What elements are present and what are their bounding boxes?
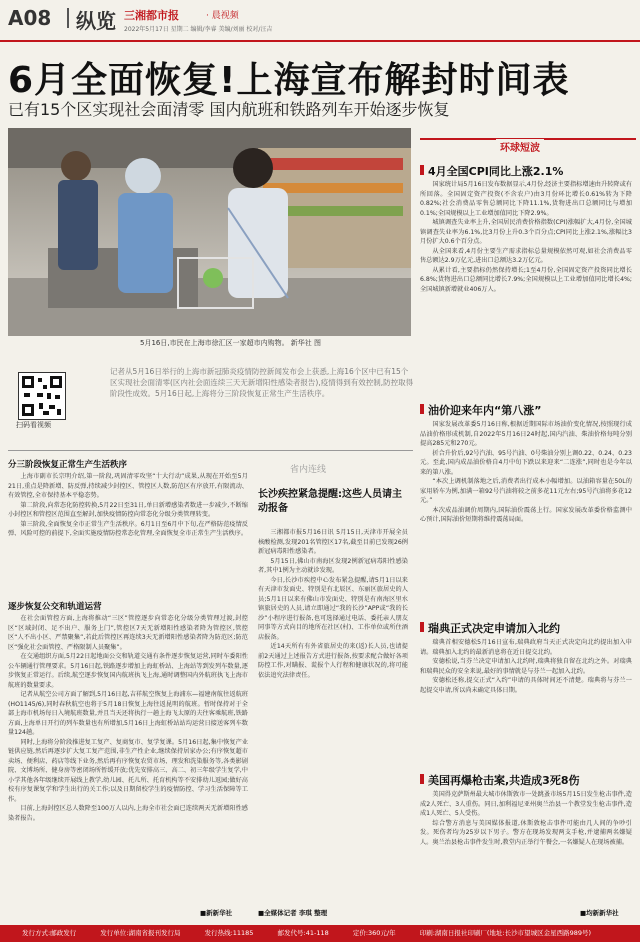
paragraph: 目前,上海封控区总人数降至100万人以内,上海全市社会面已连续两天无新增阳性感染者报告。: [8, 805, 248, 822]
paragraph: 折合升价后,92号汽油、95号汽油、0号柴油分别上调0.22、0.24、0.23元。至此,国内成品油价格自4月中旬下跌以来迎来“二连涨”,同时也是今年以来的第八涨。: [420, 449, 632, 476]
qr-label: 扫码看视频: [16, 421, 51, 429]
article-lead: 记者从5月16日举行的上海市新冠肺炎疫情防控新闻发布会上获悉,上海16个区中已有15个区实现社会面清零(区内社会面连续三天无新增阳性感染者报告),疫情得到有效控制,防控取得阶段性成效。5月16日起,上海将分三阶段恢复正常生产生活秩序。: [110, 367, 414, 398]
paragraph: 今日,长沙市疾控中心发布紧急提醒,请5月1日以来有天津市发面史、特别是有北辰区、东丽区旅居史的人员;5月1日以来有佛山市发面史、特别是有南海区里水镇旅居史的人员,请立即通过“我的长沙”APP或“我的长沙”小程序进行报备,也可选择通过电话、委托亲人朋友同事等方式向目的地所在社区(村)、工作单位或所住酒店报备。: [258, 576, 408, 641]
banner-title: 环球短波: [496, 139, 544, 154]
paragraph: 近14天所有有外省旅居史的来(返)长人员,也请提前2天通过上述报告方式进行报备,按要求配合做好各项防控工作,对瞒报、谎报个人行程和健康状况的,将可能依法追究法律责任。: [258, 643, 408, 679]
paragraph: 三湘都市报5月16日讯 5月15日,天津市开展全员核酸检测,发现201名管控区17名,截至目前已发现26例新冠病毒阳性感染者。: [258, 529, 408, 555]
byline: ■全媒体记者 李琪 整理: [258, 909, 328, 917]
news-body-2: [420, 420, 632, 615]
paragraph: 上海市副市长宗明介绍,第一阶段,巩固清零攻坚“十大行动”成果,从现在开始至5月21日,重点是降新增、防反弹,持续减少封控区、管控区人数,防范区有序放开,有限流动、有效管控,全市保持基本平稳态势。: [8, 473, 248, 499]
heading-marker: [420, 404, 424, 414]
news-photo: [8, 128, 411, 336]
paragraph: 瑞典首相安德松5月16日宣布,瑞典政府当天正式决定向北约提出加入申请。瑞典加入北约的最新消息将在近日提交北约。: [420, 639, 632, 656]
newspaper-title: 三湘都市报: [124, 9, 179, 22]
divider: [67, 8, 69, 28]
heading-marker: [420, 774, 424, 784]
article-body-1: [8, 472, 248, 592]
qr-code-icon: [19, 373, 65, 419]
paragraph: 从累计看,主要指标仍然保持增长;1至4月份,全国固定资产投资同比增长6.8%;货物进出口总额同比增长7.9%;全国规模以上工业增加值同比增长4%;全国城镇新增就业406万人。: [420, 266, 632, 293]
paragraph: “本次上调机制落地之后,消费者出行成本小幅增加。以油箱容量在50L的家用轿车为例,加满一箱92号汽油将较之前多花11元左右;95号汽油将多花12元。”: [420, 478, 632, 504]
paragraph: 同时,上海将分阶段推进复工复产、复商复市、复学复课。5月16日起,集中恢复产业链供应链,然后再逐步扩大复工复产范围,非生产性企业,继续保持居家办公;有序恢复超市卖场、便利店、药店等线下业务,然后再有序恢复农贸市场、理发和洗染服务等,各类影剧院、文博场所、健身房等密闭场所暂缓开放;优先安排高三、高二、初三年级学生复学,中小学其他各年级继续开展线上教学,幼儿园、托儿所、托育机构等不安排幼儿返园;做好高校有序复课复学和学生出行的关工作;以及日期留校学生的疫情防控、学习生活保障等工作。: [8, 738, 248, 803]
news-title-1: 4月全国CPI同比上涨2.1%: [428, 165, 564, 178]
footer-item: 定价:360元/年: [352, 929, 396, 937]
footer-item: 邮发代号:41-118: [277, 929, 329, 937]
news-title-2: 油价迎来年内“第八涨”: [428, 404, 542, 417]
news-title-4: 美国再爆枪击案,共造成3死8伤: [428, 774, 580, 787]
section-heading-1: 分三阶段恢复正常生产生活秩序: [8, 460, 128, 470]
middle-article-body: [258, 528, 408, 906]
paragraph: 本次成品油调价周期内,国际油价震荡上行。国家发展改革委价格监测中心预计,国际油价短期将维持震荡局面。: [420, 506, 632, 523]
news-body-3: [420, 638, 632, 766]
heading-marker: [420, 622, 424, 632]
qr-code[interactable]: [18, 372, 66, 420]
section-heading-2: 逐步恢复公交和轨道运营: [8, 602, 102, 612]
heading-marker: [420, 165, 424, 175]
paragraph: 在交通组织方面,5月22日起地面公交和轨道交通有条件逐步恢复运营,同时车委阳性公车辆通行管理要求。5月16日起,铁路逐步增加上海虹桥站、上海站等到发列车数量,逐步恢复正常运行。后续,航空逐步恢复国内航班执飞上海,通时调整国内外航班执飞上海市航班的数量要求。: [8, 653, 248, 689]
newspaper-subtitle: · 晨视频: [206, 11, 239, 21]
footer-item: 发行单位:湖南省报刊发行局: [100, 929, 181, 937]
paragraph: 安德松还称,提交正式“入约”申请的具体时间还不清楚。瑞典将与芬兰一起提交申请,所以尚未确定具体日期。: [420, 677, 632, 694]
middle-article-title: 长沙疾控紧急提醒:这些人员请主动报备: [258, 489, 402, 514]
paragraph: 美国得克萨斯州最大城市休斯敦市一处跳蚤市场5月15日发生枪击事件,造成2人死亡、3人重伤。同日,加利福尼亚州奥兰治县一个教堂发生枪击事件,造成1人死亡、5人受伤。: [420, 791, 632, 817]
paragraph: 国家发展改革委5月16日称,根据近期国际市场油价变化情况,按照现行成品油价格形成机制,自2022年5月16日24时起,国内汽油、柴油价格每吨分别提高285元和270元。: [420, 421, 632, 447]
paragraph: 第二阶段,向常态化防控转换,5月22日至31日,单日新增感染者数进一步减少,不断缩小封控区和管控区范围直至解封,加快疫情防控向常态化分级分类管理转变。: [8, 501, 248, 518]
article-body-2: [8, 614, 248, 916]
footer-item: 发行方式:邮政发行: [22, 929, 77, 937]
footer-item: 发行热线:11185: [204, 929, 254, 937]
paragraph: 从全国来看,4月份主要生产需求指标总量规模依然可观,如社会消费品零售总额达2.9万亿元,进出口总额达3.2万亿元。: [420, 247, 632, 264]
news-title-3: 瑞典正式决定申请加入北约: [428, 622, 560, 635]
section-tag: 省内连线: [290, 465, 327, 475]
supermarket-photo-illustration: [8, 128, 411, 336]
divider: [8, 450, 413, 451]
news-body-4: [420, 790, 632, 905]
paragraph: 第三阶段,全面恢复全市正常生产生活秩序。6月1日至6月中下旬,在严格防范疫情反弹、风险可控的前提下,全面实施疫情防控常态化管理,全面恢复全市正常生产生活秩序。: [8, 520, 248, 537]
news-body-1: [420, 180, 632, 395]
footer-item: 印刷:湖南日报社印刷厂(地址:长沙市望城区金星西路989号): [419, 929, 592, 937]
subheadline: 已有15个区实现社会面清零 国内航班和铁路列车开始逐步恢复: [8, 100, 450, 119]
byline: ■均新新华社: [580, 909, 619, 917]
paragraph: 综合警方消息与美国媒体报道,休斯敦枪击事件可能由几人间的争吵引发。死伤者均为25岁以下男子。警方在现场发现两支手枪,并逮捕两名嫌疑人。奥兰治县枪击事件发生时,教堂内正举行午餐会,一名嫌疑人在现场被捕。: [420, 819, 632, 846]
byline: ■新新华社: [200, 909, 233, 917]
paragraph: 5月15日,佛山市南海区发现2例新冠病毒阳性感染者,其中1例为主动就诊发现。: [258, 557, 408, 574]
page-number: A08: [8, 6, 52, 30]
footer-bar: [0, 925, 640, 942]
section-name: 纵览: [76, 9, 116, 33]
paragraph: 在社会面管控方面,上海将推动“三区”管控逐步向常态化分级分类管理过渡,封控区“区域封闭、足不出户、服务上门”,管控区7天无新增阳性感染者降为管控区,管控区“人不出小区、严禁聚集”,若此后管控区再连续3天无新增阳性感染者降为防范区;防范区“强化社会面管控、严格限制人员聚集”。: [8, 615, 248, 651]
masthead-bar: [0, 0, 640, 42]
paragraph: 安德松说,当芬兰决定申请加入北约时,瑞典将独自留在北约之外。对瑞典和瑞典民众的安全来说,最好的事情就是与芬兰一起加入北约。: [420, 658, 632, 675]
paragraph: 国家统计局5月16日发布数据显示,4月份,经济主要指标增速由升转降或有所回落。全国固定资产投资(不含农户)由3月份环比增长0.61%转为下降0.82%;社会消费品零售总额同比下降11.1%,货物进出口总额同比与增加0.1%;全国规模以上工业增加值同比下降2.9%。: [420, 181, 632, 217]
headline: 6月全面恢复!上海宣布解封时间表: [8, 60, 570, 101]
dateline: 2022年5月17日 星期二 编辑/李睿 美编/刘丽 校对/汪吉: [124, 26, 273, 33]
paragraph: 记者从航空公司方面了解到,5月16日起,吉祥航空恢复上海浦东—福建南航往返航班(HO1145/6),同时春秋航空也将于5月18日恢复上海往返昆明的航班。暂时保持对于全部上海市机场每日入境航班数量,并且当天还将执行一趟上海飞太原的夫往客乘航班,铁路方面,上海单日开行的列车数量也有所增加,5月16日上海虹桥站站均运营日接送客列车数量124趟。: [8, 691, 248, 736]
paragraph: 城镇调查失业率上升,全国居民消费价格指数(CPI)涨幅扩大,4月份,全国城镇调查失业率为6.1%,比3月份上升0.3个百分点;CPI同比上涨2.1%,涨幅比3月份扩大0.6个百分点。: [420, 219, 632, 245]
photo-caption: 5月16日,市民在上海市徐汇区一家超市内购物。 新华社 图: [140, 339, 322, 347]
